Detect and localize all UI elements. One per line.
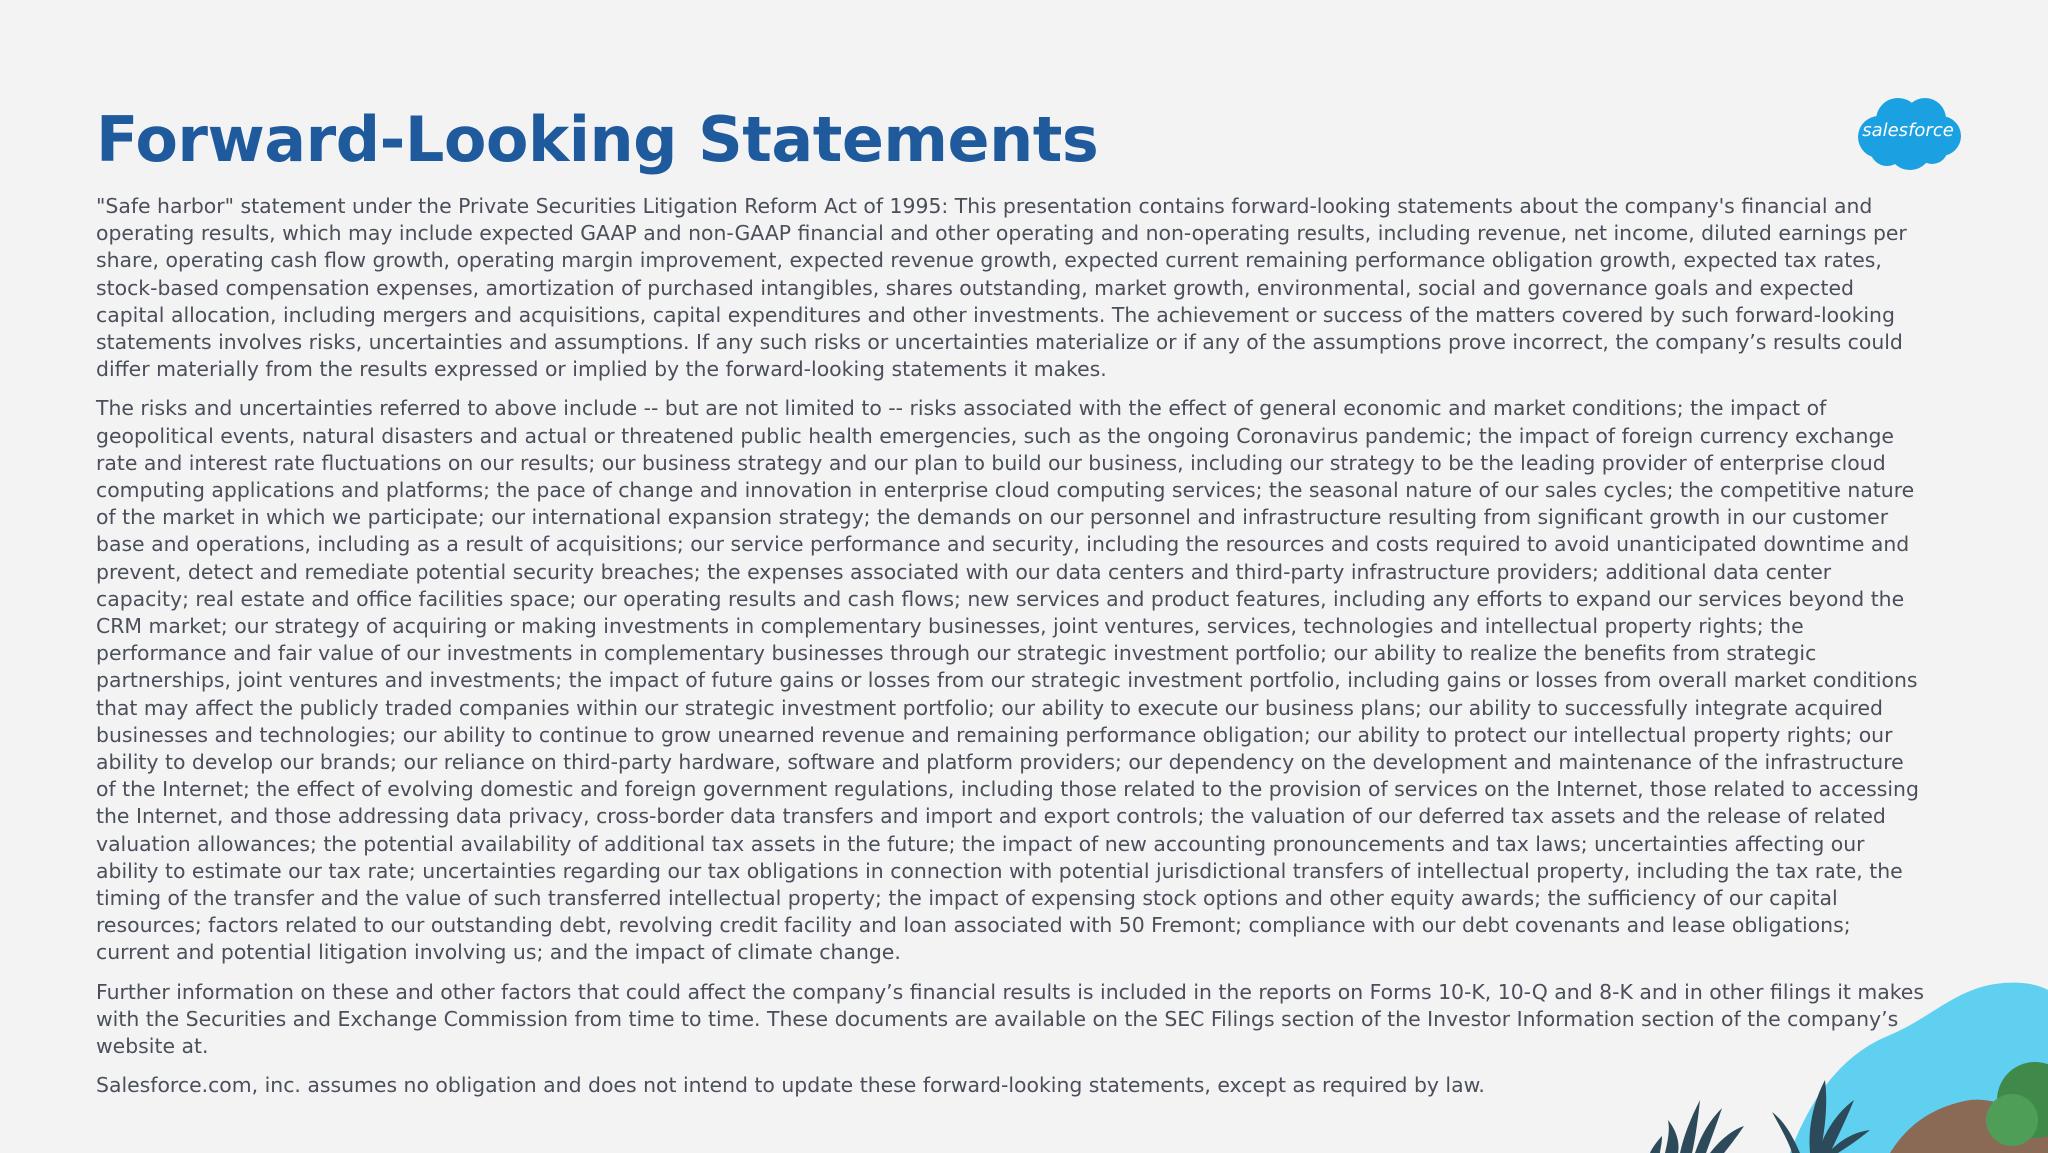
disclaimer-body [96,193,1926,1112]
logo-wordmark: salesforce [1862,120,1954,141]
risks-paragraph: The risks and uncertainties referred to above include -- but are not limited to -- risks associated with the effect of general economic and market conditions; the impact of geopolitical events, natural disasters and actual or threatened public health emergencies, such as the ongoing Coronavirus pandemic; the impact of foreign currency exchange rate and interest rate fluctuations on our results; our business strategy and our plan to build our business, including our strategy to be the leading provider of enterprise cloud computing applications and platforms; the pace of change and innovation in enterprise cloud computing services; the seasonal nature of our sales cycles; the competitive nature of the market in which we participate; our international expansion strategy; the demands on our personnel and infrastructure resulting from significant growth in our customer base and operations, including as a result of acquisitions; our service performance and security, including the resources and costs required to avoid unanticipated downtime and prevent, detect and remediate potential security breaches; the expenses associated with our data centers and third-party infrastructure providers; additional data center capacity; real estate and office facilities space; our operating results and cash flows; new services and product features, including any efforts to expand our services beyond the CRM market; our strategy of acquiring or making investments in complementary businesses, joint ventures, services, technologies and intellectual property rights; the performance and fair value of our investments in complementary businesses through our strategic investment portfolio; our ability to realize the benefits from strategic partnerships, joint ventures and investments; the impact of future gains or losses from our strategic investment portfolio, including gains or losses from overall market conditions that may affect the publicly traded companies within our strategic investment portfolio; our ability to execute our business plans; our ability to successfully integrate acquired businesses and technologies; our ability to continue to grow unearned revenue and remaining performance obligation; our ability to protect our intellectual property rights; our ability to develop our brands; our reliance on third-party hardware, software and platform providers; our dependency on the development and maintenance of the infrastructure of the Internet; the effect of evolving domestic and foreign government regulations, including those related to the provision of services on the Internet, those related to accessing the Internet, and those addressing data privacy, cross-border data transfers and import and export controls; the valuation of our deferred tax assets and the release of related valuation allowances; the potential availability of additional tax assets in the future; the impact of new accounting pronouncements and tax laws; uncertainties affecting our ability to estimate our tax rate; uncertainties regarding our tax obligations in connection with potential jurisdictional transfers of intellectual property, including the tax rate, the timing of the transfer and the value of such transferred intellectual property; the impact of expensing stock options and other equity awards; the sufficiency of our capital resources; factors related to our outstanding debt, revolving credit facility and loan associated with 50 Fremont; compliance with our debt covenants and lease obligations; current and potential litigation involving us; and the impact of climate change. [96,396,1919,965]
page-title: Forward-Looking Statements [96,103,1099,176]
no-obligation-paragraph: Salesforce.com, inc. assumes no obligation and does not intend to update these forward-looking statements, except as required by law. [96,1073,1485,1098]
safe-harbor-paragraph: "Safe harbor" statement under the Private Securities Litigation Reform Act of 1995: This presentation contains forward-looking statements about the company's financial and operating results, which may include expected GAAP and non-GAAP financial and other operating and non-operating results, including revenue, net income, diluted earnings per share, operating cash flow growth, operating margin improvement, expected revenue growth, expected current remaining performance obligation growth, expected tax rates, stock-based compensation expenses, amortization of purchased intangibles, shares outstanding, market growth, environmental, social and governance goals and expected capital allocation, including mergers and acquisitions, capital expenditures and other investments. The achievement or success of the matters covered by such forward-looking statements involves risks, uncertainties and assumptions. If any such risks or uncertainties materialize or if any of the assumptions prove incorrect, the company’s results could differ materially from the results expressed or implied by the forward-looking statements it makes. [96,194,1907,382]
salesforce-logo-icon [1852,93,1964,173]
nature-decoration-icon [1640,980,2048,1153]
further-info-paragraph: Further information on these and other factors that could affect the company’s financial results is included in the reports on Forms 10-K, 10-Q and 8-K and in other filings it makes with the Securities and Exchange Commission from time to time. These documents are available on the SEC Filings section of the Investor Information section of the company’s website at. [96,979,1924,1059]
